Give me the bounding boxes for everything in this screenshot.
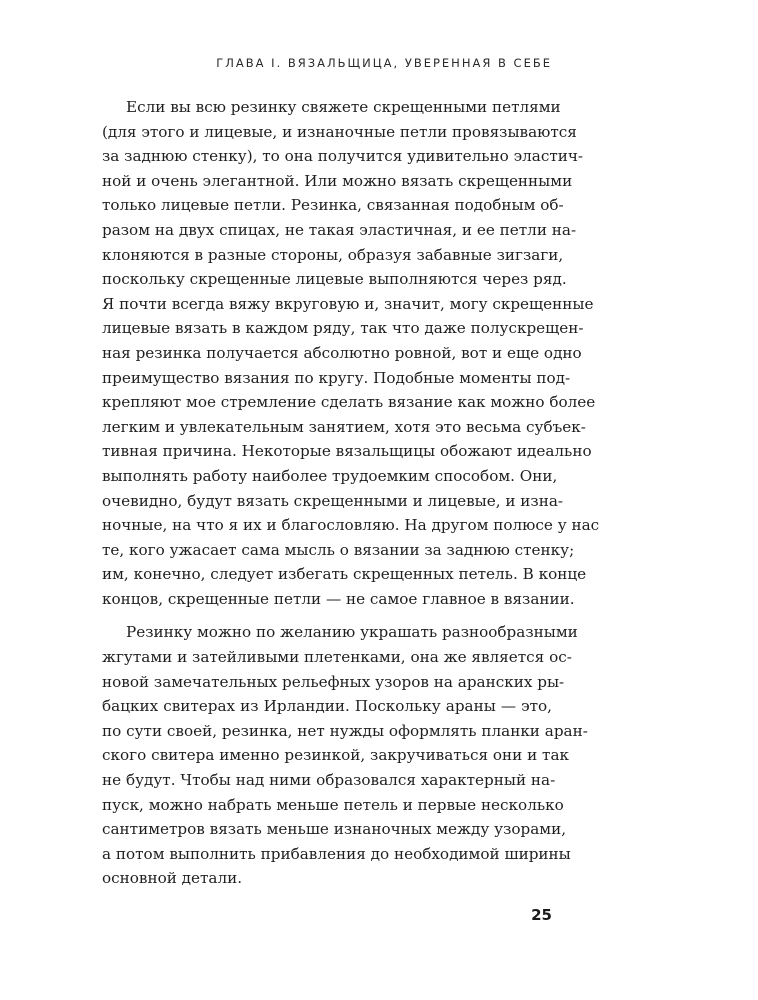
text-line: ночные, на что я их и благословляю. На другом полюсе у нас bbox=[102, 516, 600, 535]
text-line: основной детали. bbox=[102, 869, 243, 888]
page-number: 25 bbox=[531, 906, 552, 924]
text-line: а потом выполнить прибавления до необходимой ширины bbox=[102, 844, 571, 863]
text-line: не будут. Чтобы над ними образовался характерный на- bbox=[102, 771, 556, 790]
text-line: легким и увлекательным занятием, хотя это весьма субъек- bbox=[102, 417, 586, 436]
text-line: Я почти всегда вяжу вкруговую и, значит, могу скрещенные bbox=[102, 294, 594, 313]
text-line: по сути своей, резинка, нет нужды оформлять планки аран- bbox=[102, 721, 588, 740]
text-line: очевидно, будут вязать скрещенными и лицевые, и изна- bbox=[102, 491, 564, 510]
text-line: клоняются в разные стороны, образуя забавные зигзаги, bbox=[102, 245, 564, 264]
text-line: крепляют мое стремление сделать вязание как можно более bbox=[102, 393, 596, 412]
paragraph bbox=[102, 620, 588, 891]
text-line: им, конечно, следует избегать скрещенных петель. В конце bbox=[102, 565, 587, 584]
text-line: выполнять работу наиболее трудоемким способом. Они, bbox=[102, 466, 558, 485]
text-line: только лицевые петли. Резинка, связанная подобным об- bbox=[102, 196, 564, 215]
text-line: бацких свитерах из Ирландии. Поскольку араны — это, bbox=[102, 697, 552, 716]
text-line: тивная причина. Некоторые вязальщицы обожают идеально bbox=[102, 442, 592, 461]
paragraph-gap bbox=[102, 611, 552, 620]
text-line: Если вы всю резинку свяжете скрещенными петлями bbox=[126, 98, 561, 116]
text-line: (для этого и лицевые, и изнаночные петли провязываются bbox=[102, 122, 577, 141]
body-text bbox=[102, 95, 600, 891]
text-line: сантиметров вязать меньше изнаночных между узорами, bbox=[102, 820, 567, 839]
text-line: лицевые вязать в каждом ряду, так что даже полускрещен- bbox=[102, 319, 584, 338]
text-line: за заднюю стенку), то она получится удивительно эластич- bbox=[102, 147, 584, 166]
running-head: ГЛАВА I. ВЯЗАЛЬЩИЦА, УВЕРЕННАЯ В СЕБЕ bbox=[216, 56, 552, 70]
text-line: Резинку можно по желанию украшать разнообразными bbox=[126, 623, 578, 642]
paragraph bbox=[102, 95, 600, 611]
text-line: ная резинка получается абсолютно ровной, вот и еще одно bbox=[102, 343, 582, 362]
text-line: преимущество вязания по кругу. Подобные моменты под- bbox=[102, 368, 571, 387]
text-line: ского свитера именно резинкой, закручиваться они и так bbox=[102, 746, 569, 765]
text-line: концов, скрещенные петли — не самое главное в вязании. bbox=[102, 589, 575, 608]
text-line: разом на двух спицах, не такая эластичная, и ее петли на- bbox=[102, 220, 577, 239]
text-line: те, кого ужасает сама мысль о вязании за заднюю стенку; bbox=[102, 540, 575, 559]
text-line: ной и очень элегантной. Или можно вязать скрещенными bbox=[102, 171, 573, 190]
text-line: новой замечательных рельефных узоров на аранских ры- bbox=[102, 672, 565, 691]
text-line: жгутами и затейливыми плетенками, она же является ос- bbox=[102, 648, 572, 667]
text-line: пуск, можно набрать меньше петель и первые несколько bbox=[102, 795, 564, 814]
text-line: поскольку скрещенные лицевые выполняются через ряд. bbox=[102, 270, 567, 289]
